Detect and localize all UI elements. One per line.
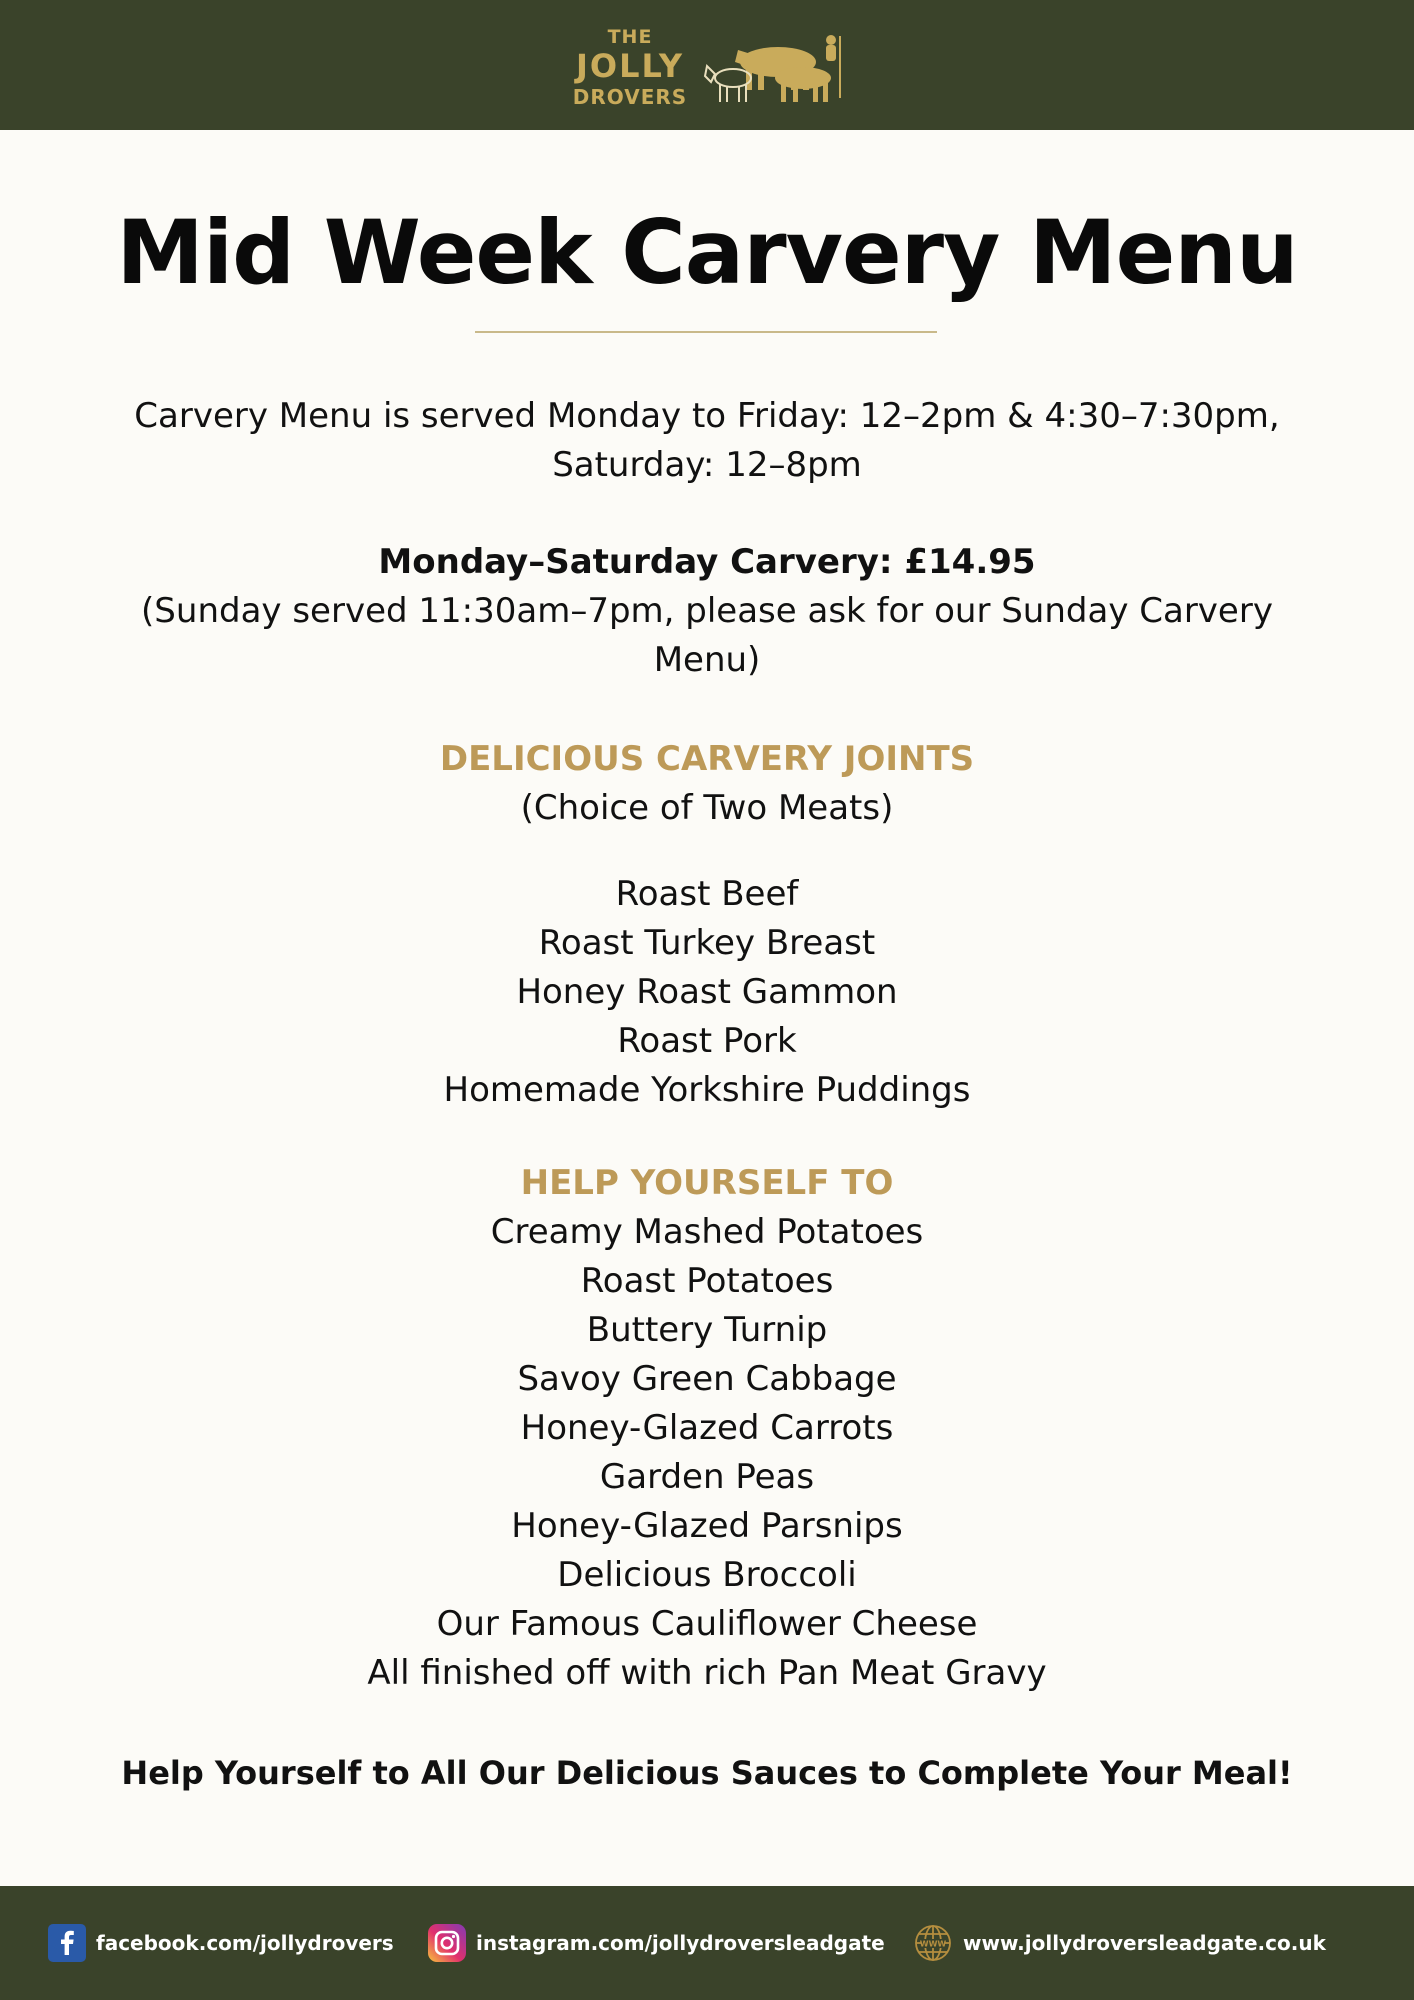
menu-item: Roast Pork xyxy=(617,1021,797,1061)
footer-band xyxy=(0,1886,1414,2000)
instagram-link[interactable] xyxy=(428,1886,885,2000)
sunday-note: Menu) xyxy=(653,640,761,680)
menu-item: Roast Beef xyxy=(615,874,799,914)
closing-line xyxy=(80,1749,1334,1798)
menu-item: Savoy Green Cabbage xyxy=(517,1359,897,1399)
joints-list xyxy=(80,870,1334,1115)
menu-item: Delicious Broccoli xyxy=(557,1555,857,1595)
menu-item: Homemade Yorkshire Puddings xyxy=(443,1070,971,1110)
cattle-drover-icon xyxy=(703,32,853,104)
menu-item: Creamy Mashed Potatoes xyxy=(490,1212,924,1252)
section-heading: HELP YOURSELF TO xyxy=(520,1163,894,1203)
facebook-icon xyxy=(48,1924,86,1962)
menu-item: Honey-Glazed Carrots xyxy=(520,1408,894,1448)
facebook-text: facebook.com/jollydrovers xyxy=(96,1931,394,1955)
svg-text:WWW: WWW xyxy=(919,1939,947,1949)
instagram-text: instagram.com/jollydroversleadgate xyxy=(476,1931,885,1955)
header-band xyxy=(0,0,1414,130)
sauces-note: Help Yourself to All Our Delicious Sauces to Complete Your Meal! xyxy=(121,1754,1293,1792)
carvery-price: Monday–Saturday Carvery: £14.95 xyxy=(378,542,1036,582)
menu-item: Garden Peas xyxy=(599,1457,815,1497)
logo-the: THE xyxy=(607,26,653,48)
website-text: www.jollydroversleadgate.co.uk xyxy=(963,1931,1326,1955)
serving-hours-line: Saturday: 12–8pm xyxy=(552,445,862,485)
page-title: Mid Week Carvery Menu xyxy=(116,201,1298,304)
menu-item: Roast Turkey Breast xyxy=(538,923,876,963)
menu-item: Roast Potatoes xyxy=(580,1261,834,1301)
menu-item: Our Famous Cauliflower Cheese xyxy=(436,1604,978,1644)
menu-item: Buttery Turnip xyxy=(586,1310,828,1350)
menu-item: All finished off with rich Pan Meat Gravy xyxy=(367,1653,1047,1693)
jolly-drovers-logo xyxy=(565,22,855,114)
sides-section xyxy=(80,1159,1334,1698)
sunday-note: (Sunday served 11:30am–7pm, please ask for our Sunday Carvery xyxy=(141,591,1273,631)
menu-item: Honey-Glazed Parsnips xyxy=(511,1506,903,1546)
facebook-link[interactable] xyxy=(48,1886,394,2000)
joints-section xyxy=(80,735,1334,833)
globe-www-icon xyxy=(913,1923,953,1963)
menu-item: Honey Roast Gammon xyxy=(516,972,898,1012)
instagram-icon xyxy=(428,1924,466,1962)
serving-hours-line: Carvery Menu is served Monday to Friday: 12–2pm & 4:30–7:30pm, xyxy=(134,396,1280,436)
logo-jolly: JOLLY xyxy=(575,47,685,85)
serving-hours xyxy=(80,392,1334,490)
price-block xyxy=(80,538,1334,685)
section-heading: DELICIOUS CARVERY JOINTS xyxy=(439,739,975,779)
section-subheading: (Choice of Two Meats) xyxy=(520,788,894,828)
title-divider xyxy=(475,331,937,333)
logo-wordmark xyxy=(565,22,695,114)
website-link[interactable] xyxy=(913,1886,1326,2000)
logo-drovers: DROVERS xyxy=(572,85,688,109)
